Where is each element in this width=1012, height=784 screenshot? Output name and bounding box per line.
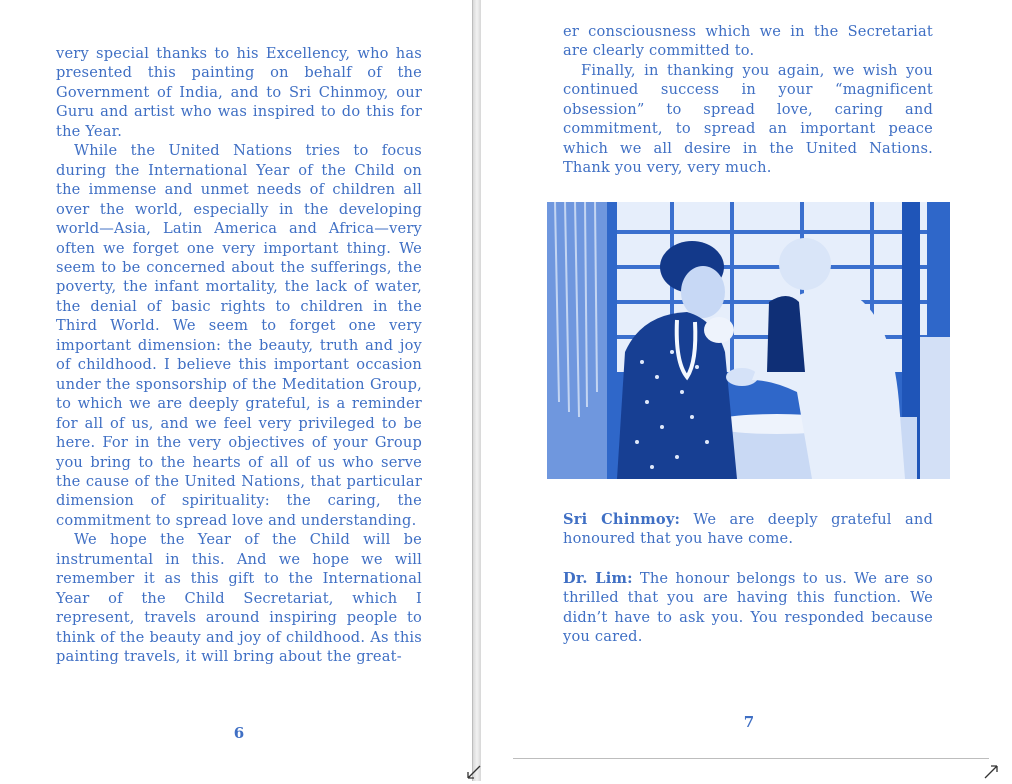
dialogue-entry [563, 569, 933, 647]
page-bottom-edge [513, 758, 989, 759]
paragraph: er consciousness which we in the Secretariat are clearly committed to. [563, 23, 933, 60]
page-number: 6 [233, 724, 245, 742]
paragraph: very special thanks to his Excellency, who has presented this painting on behalf of the Government of India, and to Sri Chinmoy, our Guru and artist who was inspired to do this for the Year. [56, 45, 422, 140]
dialogue-entry [563, 510, 933, 549]
speaker-name: Dr. Lim: [563, 569, 633, 587]
speaker-name: Sri Chinmoy: [563, 511, 681, 528]
right-page [481, 0, 1012, 781]
right-page-text [563, 22, 933, 178]
resize-handle-icon[interactable] [983, 764, 999, 780]
left-page [0, 0, 472, 781]
paragraph: While the United Nations tries to focus during the International Year of the Child on the immense and unmet needs of children all over the world, especially in the developing world—Asia, Latin America and Africa—very often we forget one very important thing. We seem to be concerned about the sufferings, the poverty, the infant mortality, the lack of water, the denial of basic rights to children in the Third World. We seem to forget one very important dimension: the beauty, truth and joy of childhood. I believe this important occasion under the sponsorship of the Meditation Group, to which we are deeply grateful, is a reminder for all of us, and we feel very privileged to be here. For in the very objectives of your Group you bring to the hearts of all of us who serve the cause of the United Nations, that particular dimension of spirituality: the caring, the commitment to spread love and understanding. [56, 142, 422, 529]
dialogue-line: The honour belongs to us. We are so thrilled that you are having this function. We didn’t have to ask you. You responded because you cared. [563, 569, 934, 646]
dialogue-line: We are deeply grateful and honoured that you have come. [563, 511, 933, 548]
page-number: 7 [743, 713, 755, 731]
resize-handle-icon[interactable] [466, 764, 482, 780]
dialogue-text [563, 510, 933, 647]
photo-image [547, 202, 950, 479]
left-page-text [56, 44, 422, 667]
photograph [547, 202, 950, 479]
paragraph: We hope the Year of the Child will be instrumental in this. And we hope we will remember it as this gift to the International Year of the Child Secretariat, which I represent, travels around inspiring people to think of the beauty and joy of childhood. As this painting travels, it will bring about the great- [56, 531, 422, 666]
paragraph: Finally, in thanking you again, we wish you continued success in your “magnificent obsession” to spread love, caring and commitment, to spread an important peace which we all desire in the United Nations. Thank you very, very much. [563, 61, 933, 177]
